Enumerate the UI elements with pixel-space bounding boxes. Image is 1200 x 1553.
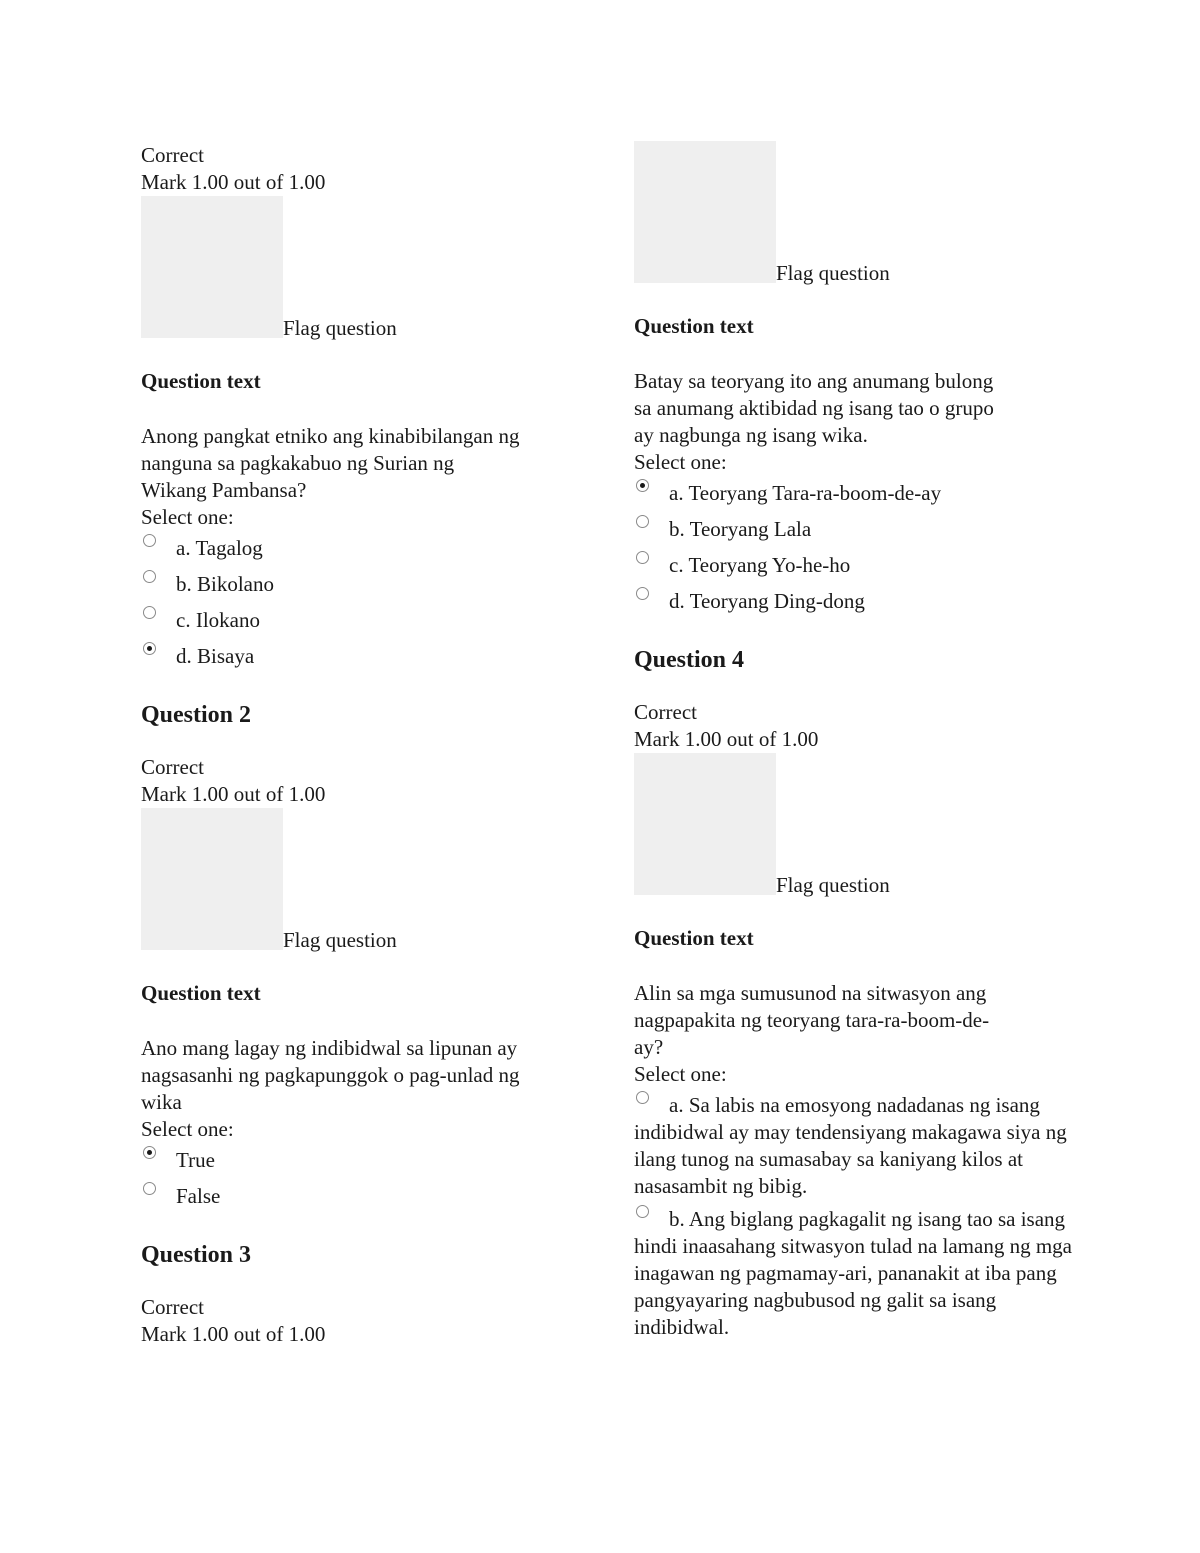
option-false[interactable] [141,1183,581,1210]
question-text-heading: Question text [141,369,261,393]
question-2-text-line: nagsasanhi ng pagkapunggok o pag-unlad ng [141,1063,520,1087]
radio-button[interactable] [636,551,649,564]
select-one-label: Select one: [141,1117,234,1141]
question-4-flag[interactable] [634,753,1074,895]
question-3-text-line: sa anumang aktibidad ng isang tao o grupo [634,396,994,420]
option-label: d. Teoryang Ding-dong [669,589,865,613]
question-2-flag[interactable] [141,808,581,950]
option-label: a. Tagalog [176,536,263,560]
radio-button[interactable] [143,534,156,547]
radio-button[interactable] [636,587,649,600]
radio-button[interactable] [143,1182,156,1195]
question-1-text-line: Wikang Pambansa? [141,478,307,502]
flag-question-label[interactable]: Flag question [776,261,890,285]
option-label: d. Bisaya [176,644,255,668]
select-one-label: Select one: [141,505,234,529]
option-label: b. Teoryang Lala [669,517,812,541]
option-d-ding-dong[interactable] [634,588,1074,615]
option-label: b. Ang biglang pagkagalit ng isang tao sa isang hindi inaasahang sitwasyon tulad na lamang ng mga inagawan ng pagmamay-ari, pananakit at iba pang pangyayaring nagbubusod ng galit sa isang indibidwal. [634,1207,1072,1339]
option-label: a. Teoryang Tara-ra-boom-de-ay [669,481,942,505]
radio-button-selected[interactable] [636,479,649,492]
question-3-mark: Mark 1.00 out of 1.00 [141,1322,326,1346]
option-a-tara-ra-boom-de-ay[interactable] [634,480,1074,507]
radio-button[interactable] [636,515,649,528]
question-1-status: Correct [141,143,204,167]
radio-button-selected[interactable] [143,642,156,655]
question-text-heading: Question text [141,981,261,1005]
question-2-heading: Question 2 [141,702,252,728]
question-3-status: Correct [141,1295,204,1319]
question-text-heading: Question text [634,926,754,950]
right-column [634,0,1074,1347]
question-1-text-line: Anong pangkat etniko ang kinabibilangan ng [141,424,520,448]
option-label: b. Bikolano [176,572,274,596]
select-one-label: Select one: [634,450,727,474]
option-label: c. Ilokano [176,608,260,632]
question-1-mark: Mark 1.00 out of 1.00 [141,170,326,194]
flag-question-label[interactable]: Flag question [283,928,397,952]
question-3-text-line: Batay sa teoryang ito ang anumang bulong [634,369,994,393]
option-b-pagkagalit[interactable] [634,1206,1074,1341]
option-d-bisaya[interactable] [141,643,581,670]
flag-icon[interactable] [141,196,283,338]
question-4-mark: Mark 1.00 out of 1.00 [634,727,819,751]
question-3-text-line: ay nagbunga ng isang wika. [634,423,868,447]
flag-icon[interactable] [634,753,776,895]
question-4-text-line: nagpapakita ng teoryang tara-ra-boom-de- [634,1008,990,1032]
radio-button-selected[interactable] [143,1146,156,1159]
question-4-text-line: Alin sa mga sumusunod na sitwasyon ang [634,981,987,1005]
option-true[interactable] [141,1147,581,1174]
radio-button[interactable] [636,1091,649,1104]
flag-icon[interactable] [141,808,283,950]
question-2-text-line: Ano mang lagay ng indibidwal sa lipunan ay [141,1036,518,1060]
question-3-flag[interactable] [634,141,1074,283]
option-a-emosyon[interactable] [634,1092,1074,1200]
question-2-text-line: wika [141,1090,182,1114]
question-1-flag[interactable] [141,196,581,338]
left-column [141,0,581,1348]
option-c-ilokano[interactable] [141,607,581,634]
option-c-yo-he-ho[interactable] [634,552,1074,579]
option-b-lala[interactable] [634,516,1074,543]
option-a-tagalog[interactable] [141,535,581,562]
flag-icon[interactable] [634,141,776,283]
question-4-status: Correct [634,700,697,724]
question-text-heading: Question text [634,314,754,338]
flag-question-label[interactable]: Flag question [283,316,397,340]
question-2-status: Correct [141,755,204,779]
flag-question-label[interactable]: Flag question [776,873,890,897]
option-label: True [176,1148,215,1172]
question-3-heading: Question 3 [141,1242,252,1268]
select-one-label: Select one: [634,1062,727,1086]
question-2-mark: Mark 1.00 out of 1.00 [141,782,326,806]
option-label: c. Teoryang Yo-he-ho [669,553,851,577]
option-b-bikolano[interactable] [141,571,581,598]
question-1-text-line: nanguna sa pagkakabuo ng Surian ng [141,451,455,475]
question-4-text-line: ay? [634,1035,664,1059]
radio-button[interactable] [143,570,156,583]
radio-button[interactable] [143,606,156,619]
option-label: False [176,1184,221,1208]
question-4-heading: Question 4 [634,647,745,673]
option-label: a. Sa labis na emosyong nadadanas ng isang indibidwal ay may tendensiyang makagawa siya ng ilang tunog na sumasabay sa kaniyang kilos at nasasambit ng bibig. [634,1093,1067,1198]
radio-button[interactable] [636,1205,649,1218]
